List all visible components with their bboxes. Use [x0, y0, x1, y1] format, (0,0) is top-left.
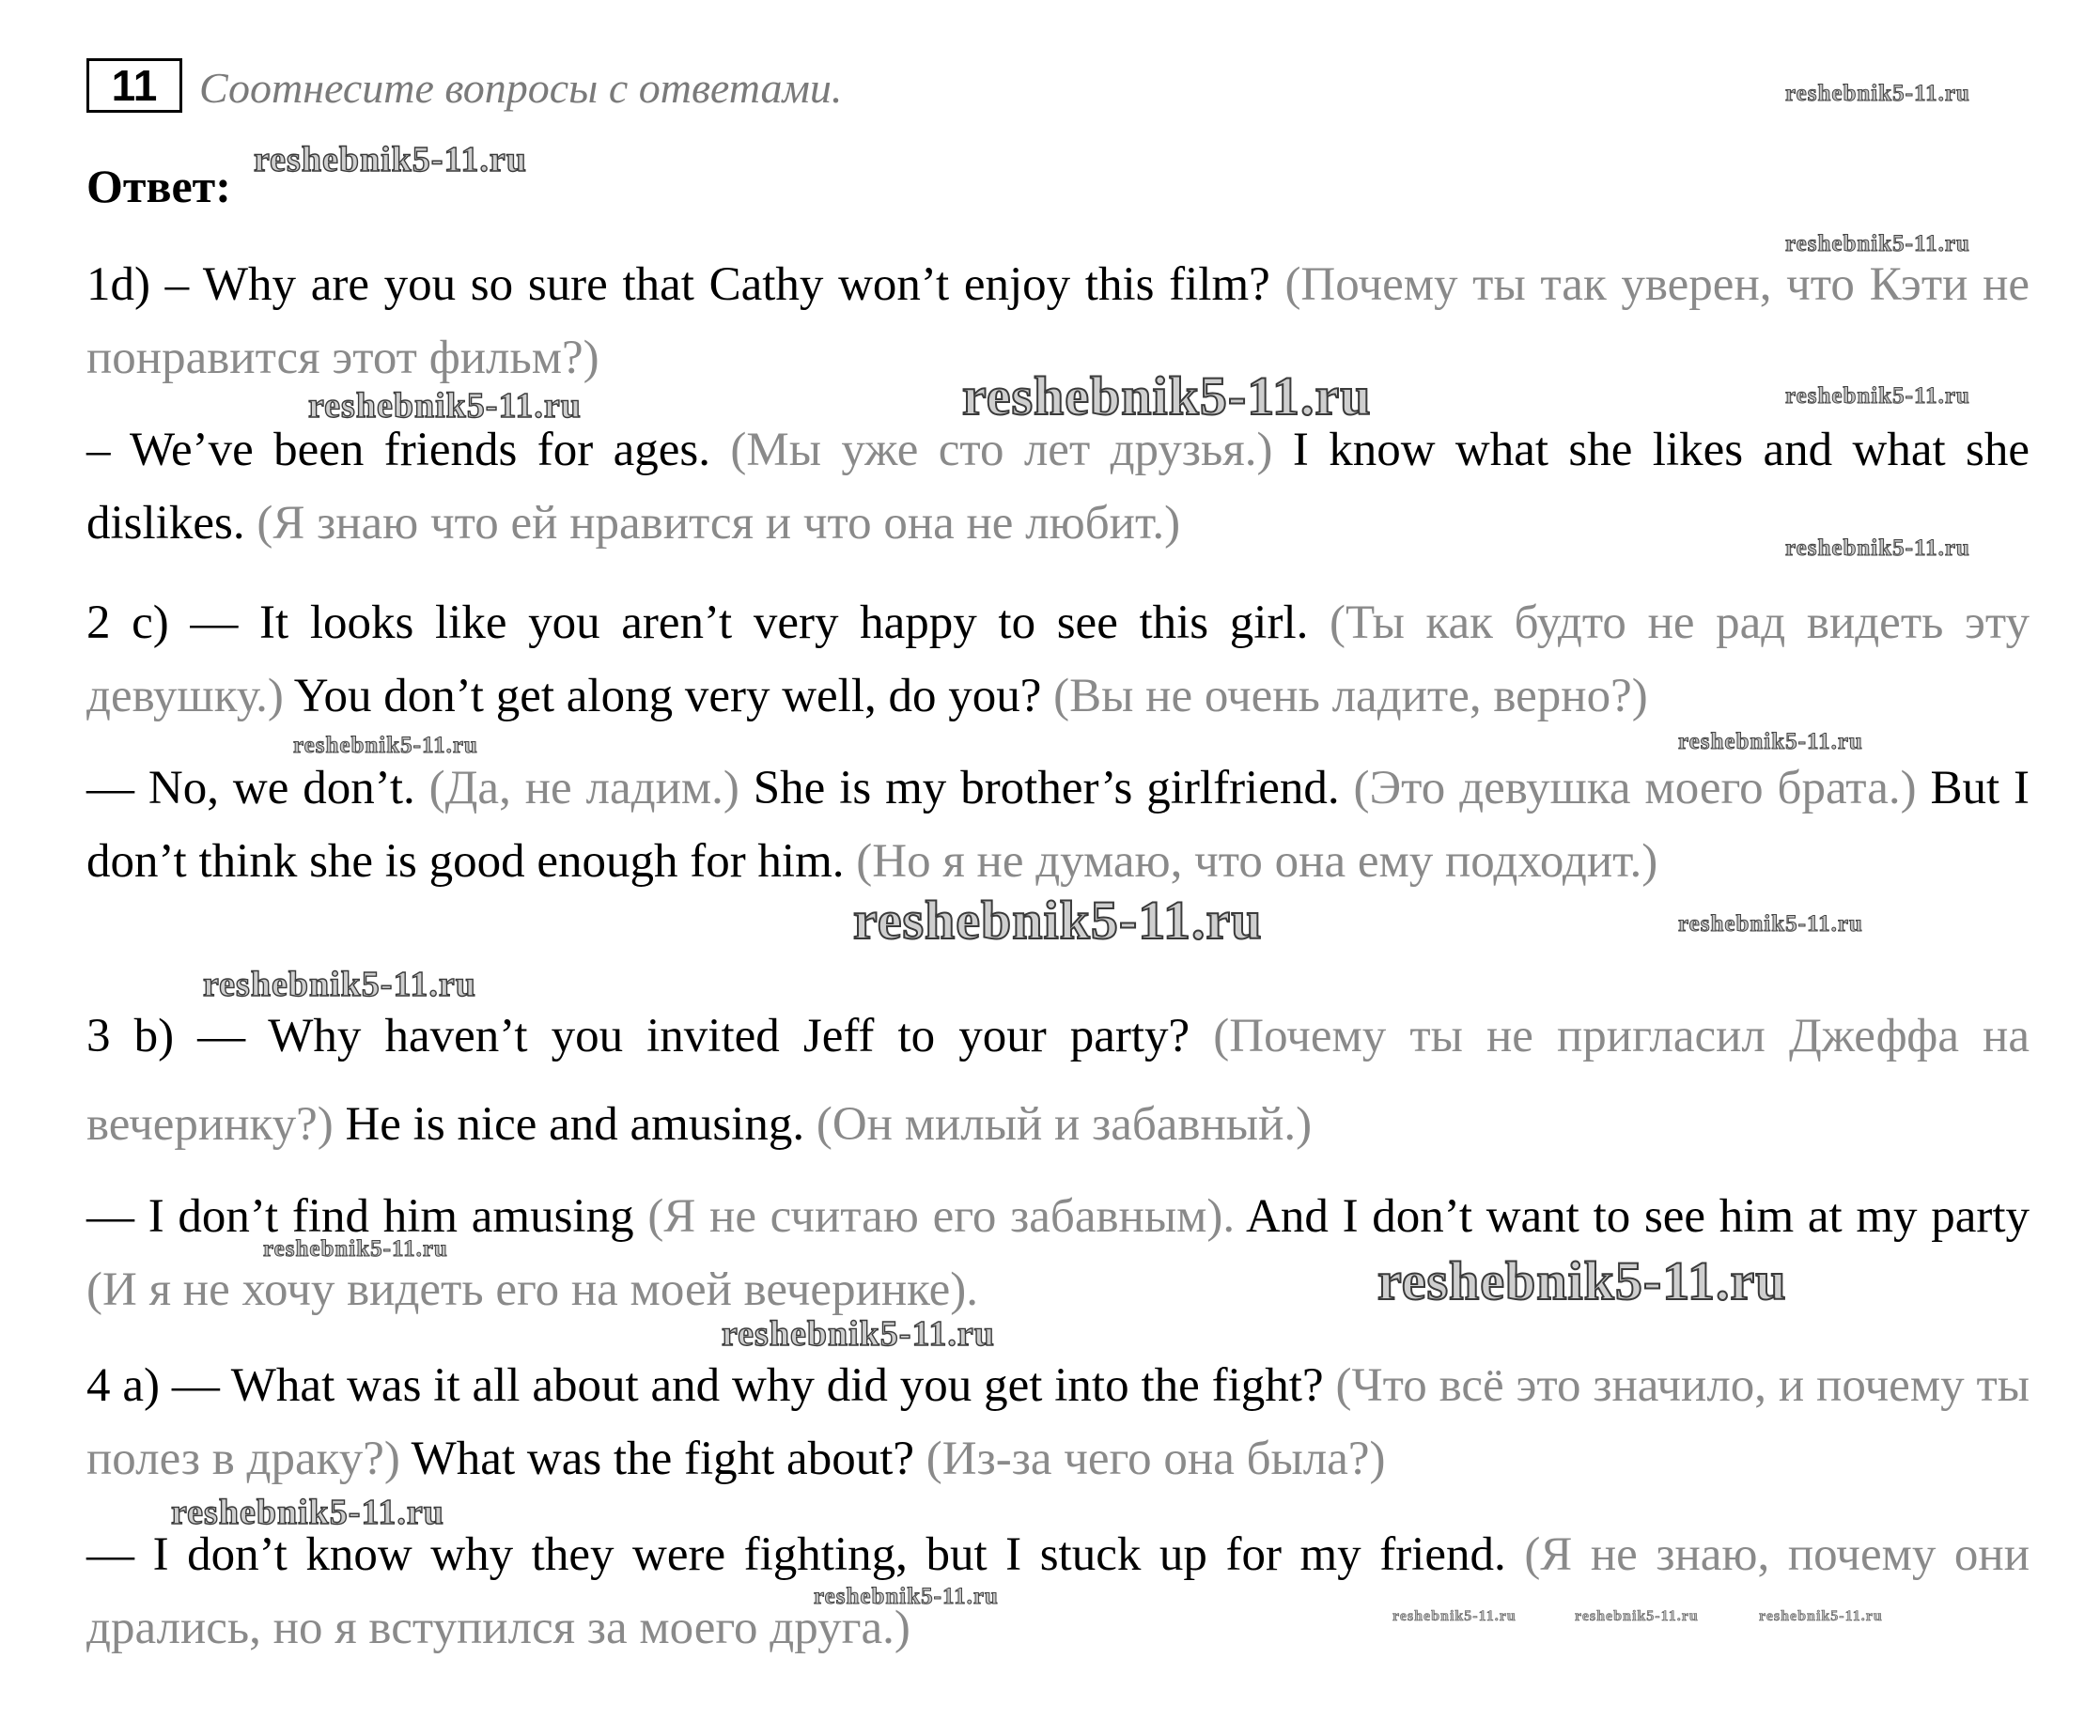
- exercise-4-question-ru-2: (Из-за чего она была?): [926, 1433, 1386, 1485]
- watermark: reshebnik5-11.ru: [1785, 81, 1970, 106]
- exercise-3-question-ru-2: (Он милый и забавный.): [816, 1098, 1313, 1151]
- exercise-3-question-en-2: He is nice and amusing.: [345, 1098, 805, 1151]
- exercise-3-answer-dash: —: [86, 1190, 148, 1243]
- exercise-2-answer-ru-2: (Это девушка моего брата.): [1353, 762, 1917, 814]
- exercise-1-answer: [86, 413, 2030, 560]
- exercise-1-answer-ru-2: (Я знаю что ей нравится и что она не любит.): [257, 497, 1181, 550]
- exercise-3-answer-ru-1: (Я не считаю его забавным).: [647, 1190, 1236, 1243]
- watermark: reshebnik5-11.ru: [293, 733, 478, 758]
- watermark: reshebnik5-11.ru: [1785, 535, 1970, 561]
- exercise-4-question-en-1: What was it all about and why did you get into the fight?: [230, 1359, 1324, 1412]
- task-instruction: Соотнесите вопросы с ответами.: [199, 64, 843, 112]
- exercise-1-answer-en-2: I know what she likes and what she dislikes.: [86, 424, 2030, 550]
- exercise-1-question-en: Why are you so sure that Cathy won’t enjoy this film?: [202, 258, 1270, 311]
- exercise-4-number: 4 a) —: [86, 1359, 231, 1412]
- watermark: reshebnik5-11.ru: [1575, 1608, 1699, 1624]
- task-number-box: 11: [86, 58, 182, 113]
- watermark: reshebnik5-11.ru: [722, 1314, 995, 1354]
- exercise-3-question-ru-1: (Почему ты не пригласил Джеффа на вечеринку?): [86, 1010, 2030, 1151]
- watermark: reshebnik5-11.ru: [254, 140, 527, 179]
- exercise-2-question-en-2: You don’t get along very well, do you?: [293, 670, 1042, 722]
- watermark: reshebnik5-11.ru: [1678, 729, 1863, 754]
- exercise-1-answer-dash: –: [86, 424, 130, 476]
- exercise-3-number: 3 b) —: [86, 1010, 269, 1062]
- exercise-3-answer-en-2: And I don’t want to see him at my party: [1246, 1190, 2030, 1243]
- exercise-2-question-en-1: It looks like you aren’t very happy to see this girl.: [259, 597, 1309, 649]
- exercise-2-answer-en-3: But I don’t think she is good enough for him.: [86, 762, 2030, 888]
- exercise-2-answer: [86, 752, 2030, 898]
- watermark: reshebnik5-11.ru: [1392, 1608, 1517, 1624]
- watermark: reshebnik5-11.ru: [1678, 911, 1863, 937]
- exercise-3-answer-ru-2: (И я не хочу видеть его на моей вечеринке).: [86, 1263, 979, 1316]
- exercise-4-answer-dash: —: [86, 1528, 153, 1581]
- watermark: reshebnik5-11.ru: [203, 965, 476, 1004]
- exercise-4-question-ru-1: (Что всё это значило, и почему ты полез в драку?): [86, 1359, 2030, 1485]
- exercise-2-answer-ru-3: (Но я не думаю, что она ему подходит.): [856, 835, 1658, 888]
- watermark: reshebnik5-11.ru: [171, 1493, 444, 1532]
- exercise-2-question-ru-2: (Вы не очень ладите, верно?): [1053, 670, 1648, 722]
- exercise-1-number: 1d) –: [86, 258, 203, 311]
- watermark: reshebnik5-11.ru: [1785, 383, 1970, 409]
- exercise-2-answer-ru-1: (Да, не ладим.): [428, 762, 739, 814]
- exercise-1-answer-ru-1: (Мы уже сто лет друзья.): [730, 424, 1273, 476]
- exercise-3-question-en-1: Why haven’t you invited Jeff to your party?: [268, 1010, 1190, 1062]
- exercise-2-question: [86, 586, 2030, 733]
- exercise-1-question: [86, 248, 2030, 395]
- exercise-4-answer: [86, 1518, 2030, 1665]
- exercise-2-question-ru-1: (Ты как будто не рад видеть эту девушку.): [86, 597, 2030, 722]
- exercise-1-answer-en-1: We’ve been friends for ages.: [129, 424, 710, 476]
- exercise-2-number: 2 c) —: [86, 597, 260, 649]
- watermark: reshebnik5-11.ru: [263, 1236, 448, 1262]
- watermark: reshebnik5-11.ru: [1377, 1250, 1787, 1311]
- exercise-4-answer-ru-1: (Я не знаю, почему они дрались, но я вступился за моего друга.): [86, 1528, 2030, 1654]
- watermark: reshebnik5-11.ru: [814, 1584, 999, 1609]
- watermark: reshebnik5-11.ru: [1785, 231, 1970, 256]
- answer-heading: Ответ:: [86, 160, 231, 212]
- watermark: reshebnik5-11.ru: [853, 890, 1263, 951]
- exercise-2-answer-en-2: She is my brother’s girlfriend.: [753, 762, 1340, 814]
- exercise-3-question: [86, 992, 2030, 1169]
- exercise-1-question-ru: (Почему ты так уверен, что Кэти не понравится этот фильм?): [86, 258, 2030, 384]
- exercise-3-answer-en-1: I don’t find him amusing: [148, 1190, 634, 1243]
- exercise-4-question: [86, 1349, 2030, 1496]
- watermark: reshebnik5-11.ru: [1759, 1608, 1883, 1624]
- exercise-4-answer-en-1: I don’t know why they were fighting, but I stuck up for my friend.: [152, 1528, 1506, 1581]
- exercise-4-question-en-2: What was the fight about?: [411, 1433, 914, 1485]
- exercise-2-answer-dash: —: [86, 762, 148, 814]
- exercise-3-answer: [86, 1180, 2030, 1326]
- watermark: reshebnik5-11.ru: [308, 386, 582, 426]
- exercise-2-answer-en-1: No, we don’t.: [148, 762, 415, 814]
- watermark: reshebnik5-11.ru: [962, 365, 1372, 426]
